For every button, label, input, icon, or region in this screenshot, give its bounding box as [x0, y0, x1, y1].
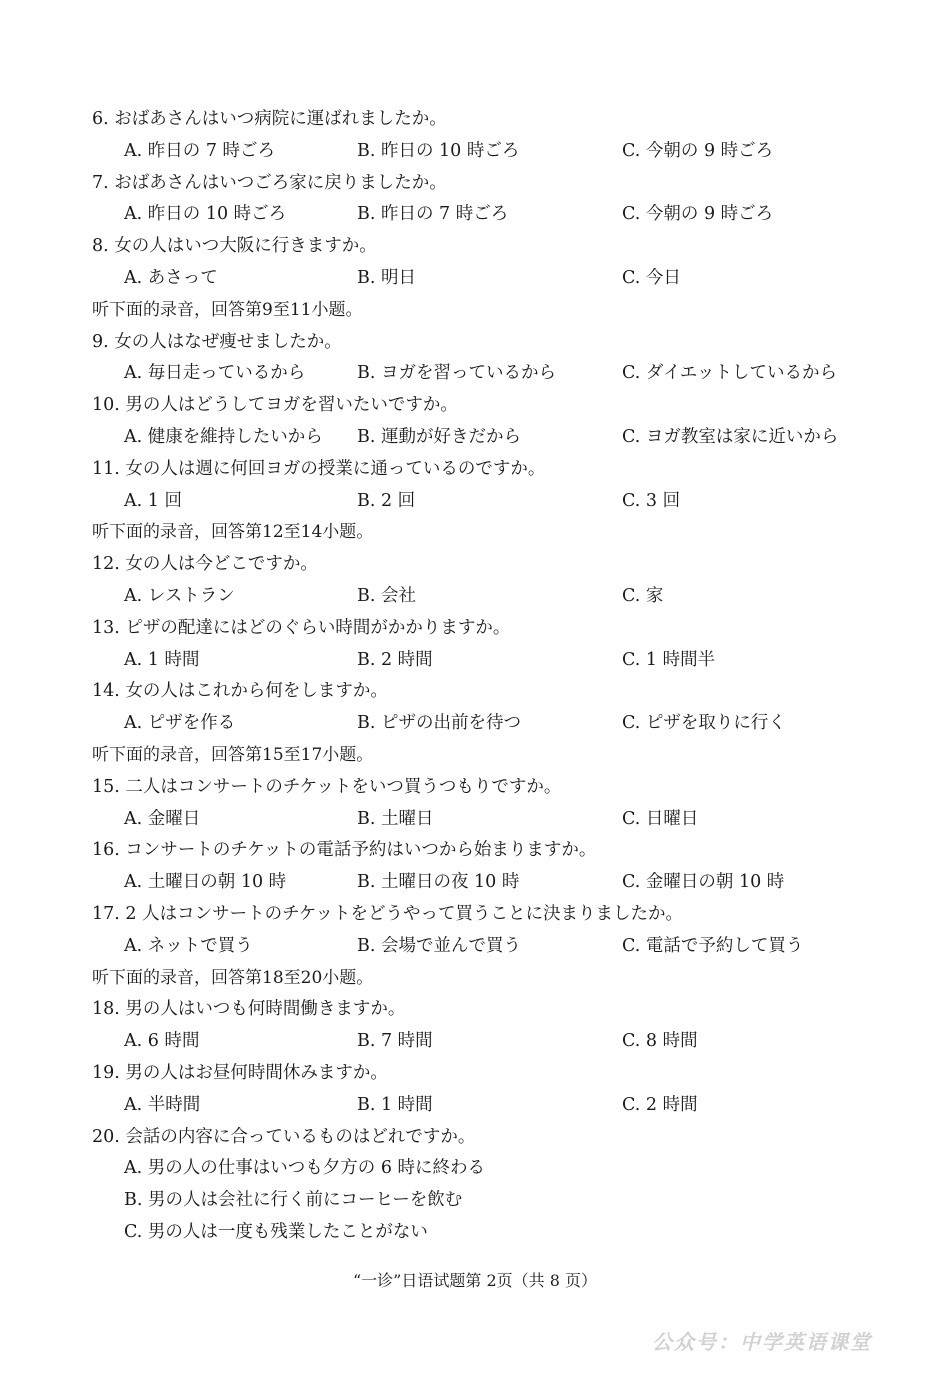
watermark: 公众号：中学英语课堂	[652, 1330, 872, 1354]
choice-row	[92, 867, 892, 899]
choice-row	[92, 708, 892, 740]
question-text: 8. 女の人はいつ大阪に行きますか。	[92, 236, 377, 257]
choice-option-c: C. 3 回	[622, 490, 681, 511]
choice-option-c: C. 金曜日の朝 10 時	[622, 872, 785, 893]
choice-option-b: B. 土曜日	[357, 808, 434, 829]
choice-option-b: B. 明日	[357, 267, 416, 288]
choice-option-b: B. ヨガを習っているから	[357, 363, 556, 384]
choice-option-c: C. 2 時間	[622, 1094, 698, 1115]
question-text: 20. 会話の内容に合っているものはどれですか。	[92, 1126, 476, 1147]
question-text: 11. 女の人は週に何回ヨガの授業に通っているのですか。	[92, 458, 546, 479]
choice-option-a: A. 昨日の 7 時ごろ	[124, 140, 276, 161]
choice-row	[92, 422, 892, 454]
choice-option-b: B. 男の人は会社に行く前にコーヒーを飲む	[124, 1190, 463, 1211]
choice-option-b: B. 会社	[357, 585, 416, 606]
choice-option-c: C. ダイエットしているから	[622, 363, 837, 384]
choice-row	[92, 804, 892, 836]
choice-option-b: B. 昨日の 10 時ごろ	[357, 140, 520, 161]
page-footer: “一诊”日语试题第 2页（共 8 页）	[353, 1271, 597, 1290]
choice-option-a: A. 健康を維持したいから	[124, 426, 323, 447]
choice-option-a: A. 金曜日	[124, 808, 201, 829]
question-text: 13. ピザの配達にはどのぐらい時間がかかりますか。	[92, 617, 511, 638]
choice-option-a: A. 6 時間	[124, 1031, 200, 1052]
choice-row	[92, 1090, 892, 1122]
choice-option-a: A. ピザを作る	[124, 713, 236, 734]
section-heading: 听下面的录音，回答第9至11小题。	[92, 299, 363, 320]
choice-option-a: A. 男の人の仕事はいつも夕方の 6 時に終わる	[124, 1158, 486, 1179]
choice-row	[92, 1185, 892, 1217]
choice-option-a: A. 土曜日の朝 10 時	[124, 872, 287, 893]
choice-option-c: C. 8 時間	[622, 1031, 698, 1052]
question-text: 16. コンサートのチケットの電話予約はいつから始まりますか。	[92, 840, 597, 861]
choice-row	[92, 931, 892, 963]
choice-option-c: C. 家	[622, 585, 664, 606]
question-text: 19. 男の人はお昼何時間休みますか。	[92, 1062, 388, 1083]
choice-option-b: B. ピザの出前を待つ	[357, 713, 521, 734]
choice-option-a: A. ネットで買う	[124, 935, 253, 956]
choice-option-b: B. 会場で並んで買う	[357, 935, 521, 956]
choice-row	[92, 263, 892, 295]
question-text: 18. 男の人はいつも何時間働きますか。	[92, 999, 406, 1020]
choice-option-c: C. 今朝の 9 時ごろ	[622, 140, 774, 161]
section-heading: 听下面的录音，回答第18至20小题。	[92, 967, 374, 988]
choice-option-a: A. あさって	[124, 267, 218, 288]
choice-option-a: A. 半時間	[124, 1094, 201, 1115]
choice-option-a: A. 毎日走っているから	[124, 363, 306, 384]
choice-option-b: B. 昨日の 7 時ごろ	[357, 204, 509, 225]
section-heading: 听下面的录音，回答第15至17小题。	[92, 744, 374, 765]
choice-option-c: C. ヨガ教室は家に近いから	[622, 426, 839, 447]
section-heading: 听下面的录音，回答第12至14小题。	[92, 522, 374, 543]
choice-option-b: B. 運動が好きだから	[357, 426, 521, 447]
choice-option-a: A. レストラン	[124, 585, 235, 606]
choice-row	[92, 645, 892, 677]
choice-option-c: C. 電話で予約して買う	[622, 935, 804, 956]
choice-option-b: B. 7 時間	[357, 1031, 433, 1052]
choice-row	[92, 486, 892, 518]
question-text: 10. 男の人はどうしてヨガを習いたいですか。	[92, 395, 458, 416]
choice-option-b: B. 土曜日の夜 10 時	[357, 872, 520, 893]
choice-row	[92, 358, 892, 390]
question-text: 9. 女の人はなぜ痩せましたか。	[92, 331, 342, 352]
choice-row	[92, 136, 892, 168]
choice-option-c: C. 今朝の 9 時ごろ	[622, 204, 774, 225]
choice-option-b: B. 1 時間	[357, 1094, 433, 1115]
choice-option-c: C. 今日	[622, 267, 681, 288]
question-text: 12. 女の人は今どこですか。	[92, 554, 318, 575]
question-text: 15. 二人はコンサートのチケットをいつ買うつもりですか。	[92, 776, 562, 797]
choice-option-c: C. ピザを取りに行く	[622, 713, 786, 734]
choice-row	[92, 1026, 892, 1058]
choice-option-c: C. 1 時間半	[622, 649, 716, 670]
choice-option-a: A. 1 回	[124, 490, 182, 511]
choice-row	[92, 581, 892, 613]
choice-option-c: C. 日曜日	[622, 808, 699, 829]
question-text: 14. 女の人はこれから何をしますか。	[92, 681, 388, 702]
choice-row	[92, 1153, 892, 1185]
choice-option-a: A. 1 時間	[124, 649, 200, 670]
question-text: 6. おばあさんはいつ病院に運ばれましたか。	[92, 109, 447, 129]
choice-option-b: B. 2 時間	[357, 649, 433, 670]
exam-content	[92, 104, 892, 1249]
choice-option-c: C. 男の人は一度も残業したことがない	[124, 1221, 428, 1242]
question-text: 7. おばあさんはいつごろ家に戻りましたか。	[92, 172, 447, 193]
choice-option-b: B. 2 回	[357, 490, 416, 511]
choice-option-a: A. 昨日の 10 時ごろ	[124, 204, 287, 225]
choice-row	[92, 1217, 892, 1249]
question-text: 17. 2 人はコンサートのチケットをどうやって買うことに決まりましたか。	[92, 903, 684, 924]
choice-row	[92, 199, 892, 231]
